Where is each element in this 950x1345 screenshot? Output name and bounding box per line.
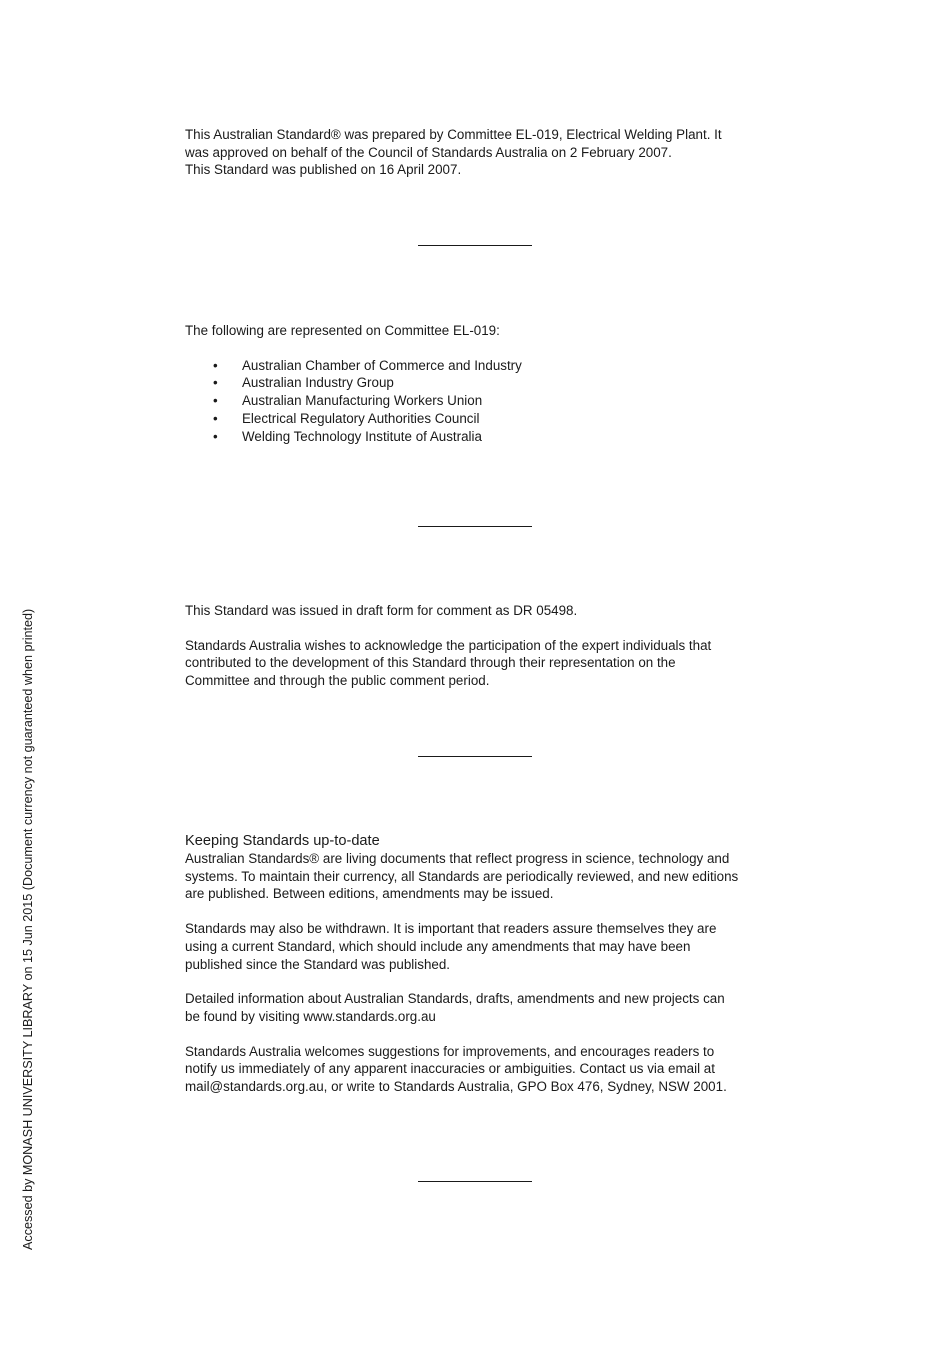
member-name: Welding Technology Institute of Australia — [242, 428, 482, 444]
list-item — [185, 374, 775, 392]
paragraph-line: be found by visiting www.standards.org.au — [185, 1008, 436, 1024]
bullet-icon: • — [213, 357, 218, 373]
paragraph-line: notify us immediately of any apparent inaccuracies or ambiguities. Contact us via email at — [185, 1061, 715, 1077]
acknowledgement-paragraph — [185, 637, 775, 690]
list-item — [185, 357, 775, 375]
acknowledgement-line: contributed to the development of this Standard through their representation on the — [185, 655, 676, 671]
committee-section — [185, 322, 775, 445]
member-name: Electrical Regulatory Authorities Council — [242, 410, 480, 426]
publication-line: This Standard was published on 16 April 2007. — [185, 162, 462, 178]
paragraph-line: Detailed information about Australian Standards, drafts, amendments and new projects can — [185, 991, 725, 1007]
approval-statement — [185, 126, 775, 179]
section-divider — [418, 756, 532, 757]
paragraph-line: Standards may also be withdrawn. It is important that readers assure themselves they are — [185, 921, 717, 937]
member-name: Australian Industry Group — [242, 375, 394, 391]
keeping-standards-section — [185, 832, 775, 1096]
paragraph-line: systems. To maintain their currency, all Standards are periodically reviewed, and new editions — [185, 868, 739, 884]
paragraph-line: published since the Standard was published. — [185, 956, 451, 972]
paragraph-line: Australian Standards® are living documents that reflect progress in science, technology and — [185, 851, 730, 866]
section-divider — [418, 245, 532, 246]
approval-line: was approved on behalf of the Council of Standards Australia on 2 February 2007. — [185, 144, 672, 160]
committee-intro: The following are represented on Committee EL-019: — [185, 323, 500, 338]
bullet-icon: • — [213, 393, 218, 409]
list-item — [185, 428, 775, 446]
paragraph-line: Standards Australia welcomes suggestions for improvements, and encourages readers to — [185, 1043, 715, 1059]
keeping-paragraph-1 — [185, 850, 775, 903]
member-name: Australian Chamber of Commerce and Industry — [242, 357, 522, 373]
bullet-icon: • — [213, 410, 218, 426]
acknowledgement-line: Standards Australia wishes to acknowledge the participation of the expert individuals that — [185, 637, 712, 653]
committee-member-list — [185, 357, 775, 446]
member-name: Australian Manufacturing Workers Union — [242, 393, 483, 409]
keeping-paragraph-2 — [185, 920, 775, 973]
section-heading: Keeping Standards up-to-date — [185, 833, 380, 849]
approval-paragraph — [185, 126, 775, 179]
keeping-paragraph-3 — [185, 990, 775, 1025]
bullet-icon: • — [213, 428, 218, 444]
bullet-icon: • — [213, 375, 218, 391]
access-watermark: Accessed by MONASH UNIVERSITY LIBRARY on 15 Jun 2015 (Document currency not guaranteed when printed) — [21, 608, 35, 1250]
draft-section — [185, 602, 775, 690]
keeping-paragraph-4 — [185, 1043, 775, 1096]
acknowledgement-line: Committee and through the public comment period. — [185, 673, 490, 689]
paragraph-line: are published. Between editions, amendments may be issued. — [185, 886, 554, 902]
paragraph-line: mail@standards.org.au, or write to Standards Australia, GPO Box 476, Sydney, NSW 2001. — [185, 1079, 727, 1095]
list-item — [185, 392, 775, 410]
paragraph-line: using a current Standard, which should include any amendments that may have been — [185, 938, 691, 954]
section-divider — [418, 1181, 532, 1182]
section-divider — [418, 526, 532, 527]
list-item — [185, 410, 775, 428]
approval-line: This Australian Standard® was prepared by Committee EL-019, Electrical Welding Plant. It — [185, 127, 722, 142]
draft-statement: This Standard was issued in draft form for comment as DR 05498. — [185, 603, 578, 618]
